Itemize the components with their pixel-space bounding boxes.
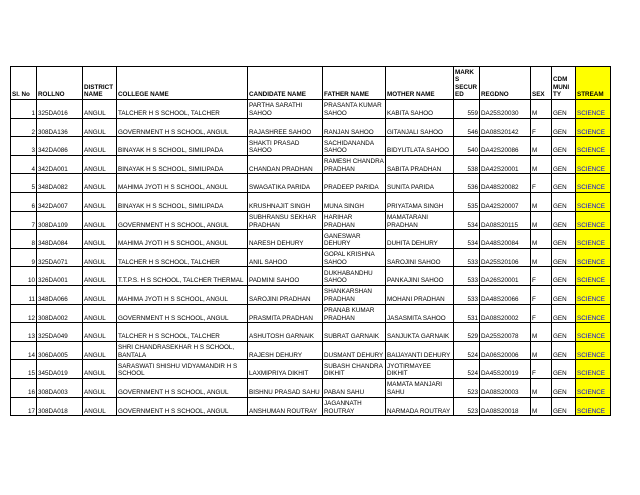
cell-college: GOVERNMENT H S SCHOOL, ANGUL — [117, 118, 248, 137]
cell-sex: M — [531, 323, 552, 342]
cell-father: GANESWAR DEHURY — [323, 230, 386, 249]
cell-father: GOPAL KRISHNA SAHOO — [323, 248, 386, 267]
cell-slno: 2 — [11, 118, 37, 137]
cell-regno: DA42S20001 — [480, 155, 531, 174]
cell-sex: F — [531, 285, 552, 304]
cell-rollno: 308DA136 — [37, 118, 83, 137]
table-row — [11, 192, 611, 211]
cell-regno: DA08S20018 — [480, 397, 531, 416]
cell-rollno: 342DA086 — [37, 137, 83, 156]
cell-candidate: ANSHUMAN ROUTRAY — [248, 397, 323, 416]
cell-cdm: GEN — [552, 137, 576, 156]
cell-college: T.T.P.S. H S SCHOOL, TALCHER THERMAL — [117, 267, 248, 286]
cell-rollno: 308DA018 — [37, 397, 83, 416]
cell-sex: M — [531, 378, 552, 397]
cell-marks: 524 — [454, 360, 480, 379]
cell-cdm: GEN — [552, 267, 576, 286]
header-slno: Sl. No — [11, 67, 37, 100]
cell-sex: M — [531, 155, 552, 174]
cell-marks: 523 — [454, 397, 480, 416]
cell-father: SACHIDANANDA SAHOO — [323, 137, 386, 156]
cell-slno: 5 — [11, 174, 37, 193]
table-row — [11, 230, 611, 249]
cell-college: MAHIMA JYOTI H S SCHOOL, ANGUL — [117, 285, 248, 304]
cell-regno: DA25S20078 — [480, 323, 531, 342]
header-mother: MOTHER NAME — [386, 67, 454, 100]
cell-sex: M — [531, 341, 552, 360]
cell-slno: 6 — [11, 192, 37, 211]
cell-mother: BAIJAYANTI DEHURY — [386, 341, 454, 360]
cell-sex: F — [531, 360, 552, 379]
cell-slno: 3 — [11, 137, 37, 156]
cell-father: SUBASH CHANDRA DIKHIT — [323, 360, 386, 379]
cell-district: ANGUL — [83, 323, 117, 342]
cell-candidate: ASHUTOSH GARNAIK — [248, 323, 323, 342]
cell-rollno: 348DA082 — [37, 174, 83, 193]
cell-slno: 17 — [11, 397, 37, 416]
header-sex: SEX — [531, 67, 552, 100]
cell-marks: 540 — [454, 137, 480, 156]
cell-candidate: LAXMIPRIYA DIKHIT — [248, 360, 323, 379]
cell-father: MUNA SINGH — [323, 192, 386, 211]
cell-father: PRANAB KUMAR PRADHAN — [323, 304, 386, 323]
cell-rollno: 345DA019 — [37, 360, 83, 379]
cell-marks: 534 — [454, 230, 480, 249]
cell-slno: 14 — [11, 341, 37, 360]
table-row — [11, 397, 611, 416]
cell-marks: 559 — [454, 100, 480, 119]
cell-stream[interactable]: SCIENCE — [576, 118, 611, 137]
cell-sex: F — [531, 267, 552, 286]
cell-sex: F — [531, 118, 552, 137]
cell-marks: 535 — [454, 192, 480, 211]
cell-stream[interactable]: SCIENCE — [576, 285, 611, 304]
cell-father: RANJAN SAHOO — [323, 118, 386, 137]
table-row — [11, 378, 611, 397]
cell-mother: PANKAJINI SAHOO — [386, 267, 454, 286]
cell-slno: 12 — [11, 304, 37, 323]
cell-sex: M — [531, 230, 552, 249]
cell-sex: M — [531, 137, 552, 156]
cell-college: GOVERNMENT H S SCHOOL, ANGUL — [117, 378, 248, 397]
cell-cdm: GEN — [552, 304, 576, 323]
cell-district: ANGUL — [83, 267, 117, 286]
cell-mother: KABITA SAHOO — [386, 100, 454, 119]
cell-stream[interactable]: SCIENCE — [576, 341, 611, 360]
cell-cdm: GEN — [552, 192, 576, 211]
cell-district: ANGUL — [83, 137, 117, 156]
cell-slno: 9 — [11, 248, 37, 267]
cell-father: HARIHAR PRADHAN — [323, 211, 386, 230]
cell-sex: M — [531, 211, 552, 230]
cell-mother: JYOTIRMAYEE DIKHIT — [386, 360, 454, 379]
cell-candidate: SHAKTI PRASAD SAHOO — [248, 137, 323, 156]
results-sheet — [10, 66, 611, 416]
cell-college: GOVERNMENT H S SCHOOL, ANGUL — [117, 304, 248, 323]
cell-regno: DA48S20082 — [480, 174, 531, 193]
cell-stream[interactable]: SCIENCE — [576, 100, 611, 119]
cell-stream[interactable]: SCIENCE — [576, 323, 611, 342]
cell-mother: DUHITA DEHURY — [386, 230, 454, 249]
cell-father: PRADEEP PARIDA — [323, 174, 386, 193]
cell-district: ANGUL — [83, 341, 117, 360]
cell-slno: 4 — [11, 155, 37, 174]
cell-father: SHANKARSHAN PRADHAN — [323, 285, 386, 304]
cell-stream[interactable]: SCIENCE — [576, 378, 611, 397]
cell-regno: DA25S20030 — [480, 100, 531, 119]
cell-sex: F — [531, 174, 552, 193]
cell-district: ANGUL — [83, 360, 117, 379]
cell-regno: DA42S20007 — [480, 192, 531, 211]
cell-stream[interactable]: SCIENCE — [576, 192, 611, 211]
cell-regno: DA42S20086 — [480, 137, 531, 156]
cell-father: DUKHABANDHU SAHOO — [323, 267, 386, 286]
cell-slno: 10 — [11, 267, 37, 286]
cell-marks: 534 — [454, 211, 480, 230]
cell-candidate: SWAGATIKA PARIDA — [248, 174, 323, 193]
cell-stream[interactable]: SCIENCE — [576, 137, 611, 156]
cell-candidate: NARESH DEHURY — [248, 230, 323, 249]
cell-marks: 533 — [454, 267, 480, 286]
cell-mother: MOHANI PRADHAN — [386, 285, 454, 304]
cell-district: ANGUL — [83, 304, 117, 323]
cell-father: JAGANNATH ROUTRAY — [323, 397, 386, 416]
cell-stream[interactable]: SCIENCE — [576, 248, 611, 267]
cell-father: PRASANTA KUMAR SAHOO — [323, 100, 386, 119]
cell-rollno: 325DA016 — [37, 100, 83, 119]
table-row — [11, 137, 611, 156]
cell-regno: DA48S20066 — [480, 285, 531, 304]
cell-candidate: RAJASHREE SAHOO — [248, 118, 323, 137]
cell-father: PABAN SAHU — [323, 378, 386, 397]
cell-father: RAMESH CHANDRA PRADHAN — [323, 155, 386, 174]
cell-rollno: 342DA007 — [37, 192, 83, 211]
header-stream: STREAM — [576, 67, 611, 100]
results-table — [10, 66, 611, 416]
cell-rollno: 308DA002 — [37, 304, 83, 323]
header-college: COLLEGE NAME — [117, 67, 248, 100]
cell-cdm: GEN — [552, 118, 576, 137]
table-row — [11, 118, 611, 137]
cell-marks: 524 — [454, 341, 480, 360]
cell-cdm: GEN — [552, 248, 576, 267]
cell-slno: 8 — [11, 230, 37, 249]
cell-sex: F — [531, 304, 552, 323]
cell-regno: DA08S20003 — [480, 378, 531, 397]
cell-slno: 16 — [11, 378, 37, 397]
cell-stream[interactable]: SCIENCE — [576, 174, 611, 193]
cell-rollno: 326DA001 — [37, 267, 83, 286]
cell-mother: SUNITA PARIDA — [386, 174, 454, 193]
cell-college: MAHIMA JYOTI H S SCHOOL, ANGUL — [117, 174, 248, 193]
cell-marks: 533 — [454, 285, 480, 304]
cell-candidate: SUBHRANSU SEKHAR PRADHAN — [248, 211, 323, 230]
cell-rollno: 348DA066 — [37, 285, 83, 304]
cell-candidate: RAJESH DEHURY — [248, 341, 323, 360]
cell-stream[interactable]: SCIENCE — [576, 155, 611, 174]
cell-college: SARASWATI SHISHU VIDYAMANDIR H S SCHOOL — [117, 360, 248, 379]
cell-regno: DA25S20106 — [480, 248, 531, 267]
cell-rollno: 342DA001 — [37, 155, 83, 174]
cell-mother: PRIYATAMA SINGH — [386, 192, 454, 211]
cell-slno: 1 — [11, 100, 37, 119]
cell-rollno: 308DA109 — [37, 211, 83, 230]
cell-college: BINAYAK H S SCHOOL, SIMILIPADA — [117, 155, 248, 174]
cell-rollno: 325DA071 — [37, 248, 83, 267]
cell-cdm: GEN — [552, 100, 576, 119]
cell-sex: M — [531, 397, 552, 416]
cell-mother: SAROJINI SAHOO — [386, 248, 454, 267]
cell-mother: MAMATA MANJARI SAHU — [386, 378, 454, 397]
cell-sex: M — [531, 248, 552, 267]
cell-regno: DA45S20019 — [480, 360, 531, 379]
cell-slno: 13 — [11, 323, 37, 342]
cell-stream[interactable]: SCIENCE — [576, 360, 611, 379]
cell-cdm: GEN — [552, 323, 576, 342]
table-row — [11, 174, 611, 193]
cell-stream[interactable]: SCIENCE — [576, 230, 611, 249]
header-row — [11, 67, 611, 100]
cell-district: ANGUL — [83, 100, 117, 119]
cell-college: MAHIMA JYOTI H S SCHOOL, ANGUL — [117, 230, 248, 249]
cell-college: BINAYAK H S SCHOOL, SIMILIPADA — [117, 192, 248, 211]
cell-rollno: 306DA005 — [37, 341, 83, 360]
table-row — [11, 211, 611, 230]
cell-mother: NARMADA ROUTRAY — [386, 397, 454, 416]
cell-regno: DA48S20084 — [480, 230, 531, 249]
cell-marks: 546 — [454, 118, 480, 137]
cell-marks: 538 — [454, 155, 480, 174]
table-row — [11, 100, 611, 119]
cell-mother: JASASMITA SAHOO — [386, 304, 454, 323]
table-row — [11, 267, 611, 286]
cell-marks: 533 — [454, 248, 480, 267]
cell-father: SUBRAT GARNAIK — [323, 323, 386, 342]
cell-rollno: 325DA049 — [37, 323, 83, 342]
cell-candidate: ANIL SAHOO — [248, 248, 323, 267]
cell-college: TALCHER H S SCHOOL, TALCHER — [117, 100, 248, 119]
cell-college: TALCHER H S SCHOOL, TALCHER — [117, 248, 248, 267]
cell-mother: MAMATARANI PRADHAN — [386, 211, 454, 230]
cell-cdm: GEN — [552, 378, 576, 397]
cell-district: ANGUL — [83, 174, 117, 193]
cell-candidate: PARTHA SARATHI SAHOO — [248, 100, 323, 119]
cell-college: GOVERNMENT H S SCHOOL, ANGUL — [117, 397, 248, 416]
cell-mother: SANJUKTA GARNAIK — [386, 323, 454, 342]
table-row — [11, 304, 611, 323]
cell-district: ANGUL — [83, 230, 117, 249]
cell-mother: BIDYUTLATA SAHOO — [386, 137, 454, 156]
cell-marks: 531 — [454, 304, 480, 323]
table-row — [11, 285, 611, 304]
cell-slno: 11 — [11, 285, 37, 304]
cell-candidate: BISHNU PRASAD SAHU — [248, 378, 323, 397]
cell-stream[interactable]: SCIENCE — [576, 211, 611, 230]
cell-regno: DA26S20001 — [480, 267, 531, 286]
cell-candidate: SAROJINI PRADHAN — [248, 285, 323, 304]
cell-district: ANGUL — [83, 192, 117, 211]
cell-candidate: KRUSHNAJIT SINGH — [248, 192, 323, 211]
cell-slno: 7 — [11, 211, 37, 230]
cell-district: ANGUL — [83, 397, 117, 416]
cell-regno: DA06S20006 — [480, 341, 531, 360]
cell-cdm: GEN — [552, 360, 576, 379]
cell-cdm: GEN — [552, 230, 576, 249]
cell-district: ANGUL — [83, 155, 117, 174]
cell-district: ANGUL — [83, 285, 117, 304]
cell-regno: DA08S20142 — [480, 118, 531, 137]
cell-cdm: GEN — [552, 155, 576, 174]
cell-regno: DA08S20115 — [480, 211, 531, 230]
cell-rollno: 348DA084 — [37, 230, 83, 249]
cell-sex: M — [531, 100, 552, 119]
cell-marks: 523 — [454, 378, 480, 397]
cell-marks: 529 — [454, 323, 480, 342]
header-district: DISTRICT NAME — [83, 67, 117, 100]
cell-candidate: PADMINI SAHOO — [248, 267, 323, 286]
table-row — [11, 248, 611, 267]
cell-college: BINAYAK H S SCHOOL, SIMILIPADA — [117, 137, 248, 156]
header-father: FATHER NAME — [323, 67, 386, 100]
cell-rollno: 308DA003 — [37, 378, 83, 397]
cell-district: ANGUL — [83, 118, 117, 137]
table-row — [11, 360, 611, 379]
cell-cdm: GEN — [552, 285, 576, 304]
header-rollno: ROLLNO — [37, 67, 83, 100]
header-candidate: CANDIDATE NAME — [248, 67, 323, 100]
cell-sex: M — [531, 192, 552, 211]
table-row — [11, 323, 611, 342]
cell-cdm: GEN — [552, 341, 576, 360]
table-row — [11, 155, 611, 174]
cell-mother: GITANJALI SAHOO — [386, 118, 454, 137]
cell-stream[interactable]: SCIENCE — [576, 267, 611, 286]
cell-cdm: GEN — [552, 397, 576, 416]
cell-district: ANGUL — [83, 378, 117, 397]
cell-district: ANGUL — [83, 211, 117, 230]
cell-college: TALCHER H S SCHOOL, TALCHER — [117, 323, 248, 342]
cell-mother: SABITA PRADHAN — [386, 155, 454, 174]
cell-college: SHRI CHANDRASEKHAR H S SCHOOL, BANTALA — [117, 341, 248, 360]
cell-candidate: CHANDAN PRADHAN — [248, 155, 323, 174]
cell-cdm: GEN — [552, 174, 576, 193]
cell-regno: DA08S20002 — [480, 304, 531, 323]
cell-district: ANGUL — [83, 248, 117, 267]
table-row — [11, 341, 611, 360]
header-regno: REGDNO — [480, 67, 531, 100]
header-marks: MARKS SECUR ED — [454, 67, 480, 100]
cell-marks: 536 — [454, 174, 480, 193]
header-cdm: CDM MUNI TY — [552, 67, 576, 100]
cell-slno: 15 — [11, 360, 37, 379]
cell-father: DUSMANT DEHURY — [323, 341, 386, 360]
cell-candidate: PRASMITA PRADHAN — [248, 304, 323, 323]
cell-cdm: GEN — [552, 211, 576, 230]
cell-stream[interactable]: SCIENCE — [576, 304, 611, 323]
cell-college: GOVERNMENT H S SCHOOL, ANGUL — [117, 211, 248, 230]
cell-stream[interactable]: SCIENCE — [576, 397, 611, 416]
